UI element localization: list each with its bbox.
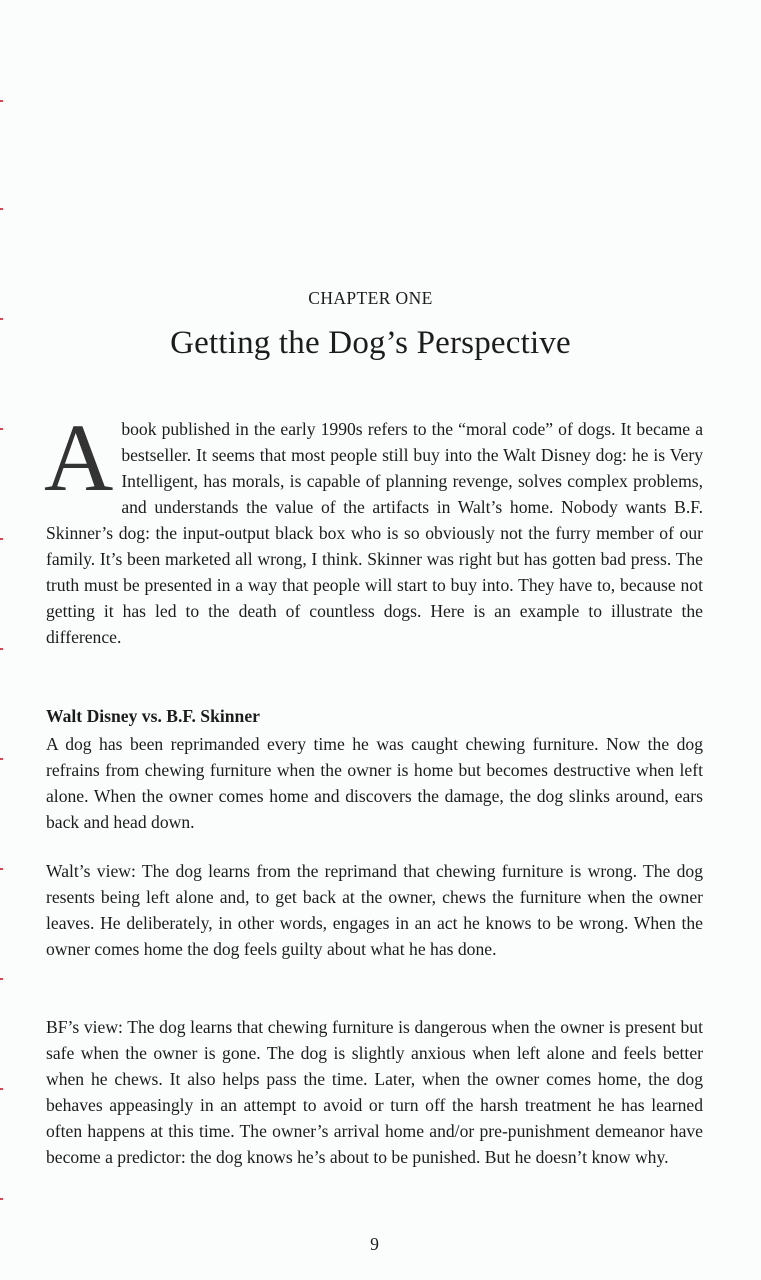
- page-number: 9: [370, 1234, 379, 1254]
- chapter-label: CHAPTER ONE: [308, 288, 433, 308]
- section-heading: Walt Disney vs. B.F. Skinner: [46, 706, 260, 726]
- body-paragraph: BF’s view: The dog learns that chewing furniture is dangerous when the owner is present but safe when the owner is gone. The dog is slightly anxious when left alone and feels better when he chews. It also helps pass the time. Later, when the owner comes home, the dog behaves appeasingly in an attempt to avoid or turn off the harsh treatment he has learned often happens at this time. The owner’s arrival home and/or pre-punishment demeanor have become a predictor: the dog knows he’s about to be punished. But he doesn’t know why.: [46, 1017, 703, 1167]
- body-paragraph: A dog has been reprimanded every time he was caught chewing furniture. Now the dog refrains from chewing furniture when the owner is home but becomes destructive when left alone. When the owner comes home and discovers the damage, the dog slinks around, ears back and head down.: [46, 734, 703, 832]
- margin-marks: [0, 0, 3, 1280]
- intro-paragraph: [44, 404, 703, 650]
- body-paragraph: Walt’s view: The dog learns from the reprimand that chewing furniture is wrong. The dog resents being left alone and, to get back at the owner, chews the furniture when the owner leaves. He deliberately, in other words, engages in an act he knows to be wrong. When the owner comes home the dog feels guilty about what he has done.: [46, 861, 703, 959]
- drop-cap: A: [44, 404, 114, 511]
- intro-text: book published in the early 1990s refers to the “moral code” of dogs. It became a bestseller. It seems that most people still buy into the Walt Disney dog: he is Very Intelligent, has morals, is capable of planning revenge, solves complex problems, and understands the value of the artifacts in Walt’s home. Nobody wants B.F. Skinner’s dog: the input-output black box who is so obviously not the furry member of our family. It’s been marketed all wrong, I think. Skinner was right but has gotten bad press. The truth must be presented in a way that people will start to buy into. They have to, because not getting it has led to the death of countless dogs. Here is an example to illustrate the difference.: [46, 419, 703, 647]
- chapter-title: Getting the Dog’s Perspective: [170, 325, 571, 361]
